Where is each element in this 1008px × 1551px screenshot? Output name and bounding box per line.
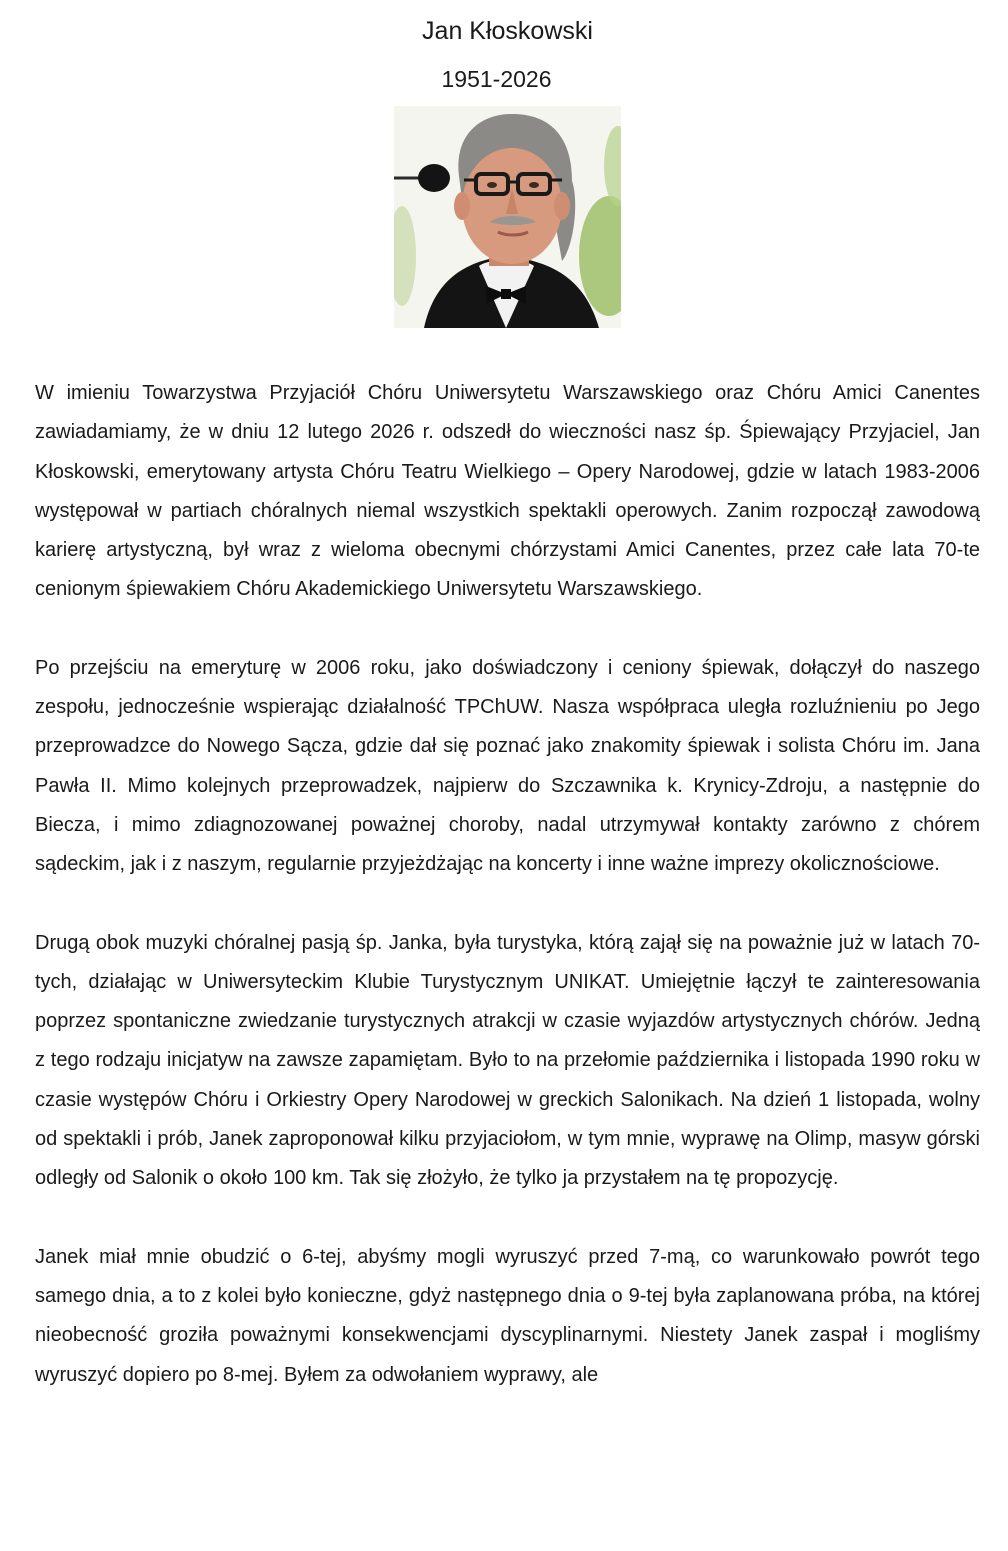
paragraph: Janek miał mnie obudzić o 6-tej, abyśmy mogli wyruszyć przed 7-mą, co warunkowało powrót tego samego dnia, a to z kolei było konieczne, gdyż następnego dnia o 9-tej była zaplanowana próba, na której nieobecność groziła poważnymi konsekwencjami dyscyplinarnymi. Niestety Janek zaspał i mogliśmy wyruszyć dopiero po 8-mej. Byłem za odwołaniem wyprawy, ale (35, 1245, 980, 1386)
paragraph: Drugą obok muzyki chóralnej pasją śp. Janka, była turystyka, którą zajął się na poważnie już w latach 70-tych, działając w Uniwersyteckim Klubie Turystycznym UNIKAT. Umiejętnie łączył te zainteresowania poprzez spontaniczne zwiedzanie turystycznych atrakcji w czasie wyjazdów artystycznych chórów. Jedną z tego rodzaju inicjatyw na zawsze zapamiętam. Było to na przełomie października i listopada 1990 roku w czasie występów Chóru i Orkiestry Opery Narodowej w greckich Salonikach. Na dzień 1 listopada, wolny od spektakli i prób, Janek zaproponował kilku przyjaciołom, w tym mnie, wyprawę na Olimp, masyw górski odległy od Salonik o około 100 km. Tak się złożyło, że tylko ja przystałem na tę propozycję. (35, 931, 980, 1190)
portrait-photo (394, 106, 621, 328)
paragraph: Po przejściu na emeryturę w 2006 roku, jako doświadczony i ceniony śpiewak, dołączył do naszego zespołu, jednocześnie wspierając działalność TPChUW. Nasza współpraca uległa rozluźnieniu po Jego przeprowadzce do Nowego Sącza, gdzie dał się poznać jako znakomity śpiewak i solista Chóru im. Jana Pawła II. Mimo kolejnych przeprowadzek, najpierw do Szczawnika k. Krynicy-Zdroju, a następnie do Biecza, i mimo zdiagnozowanej poważnej choroby, nadal utrzymywał kontakty zarówno z chórem sądeckim, jak i z naszym, regularnie przyjeżdżając na koncerty i inne ważne imprezy okolicznościowe. (35, 656, 980, 876)
obituary-text (35, 374, 980, 1395)
paragraph: W imieniu Towarzystwa Przyjaciół Chóru Uniwersytetu Warszawskiego oraz Chóru Amici Canentes zawiadamiamy, że w dniu 12 lutego 2026 r. odszedł do wieczności nasz śp. Śpiewający Przyjaciel, Jan Kłoskowski, emerytowany artysta Chóru Teatru Wielkiego – Opery Narodowej, gdzie w latach 1983-2006 występował w partiach chóralnych niemal wszystkich spektakli operowych. Zanim rozpoczął zawodową karierę artystyczną, był wraz z wieloma obecnymi chórzystami Amici Canentes, przez całe lata 70-te cenionym śpiewakiem Chóru Akademickiego Uniwersytetu Warszawskiego. (35, 382, 980, 601)
life-years: 1951-2026 (441, 66, 552, 92)
person-name: Jan Kłoskowski (422, 17, 593, 45)
